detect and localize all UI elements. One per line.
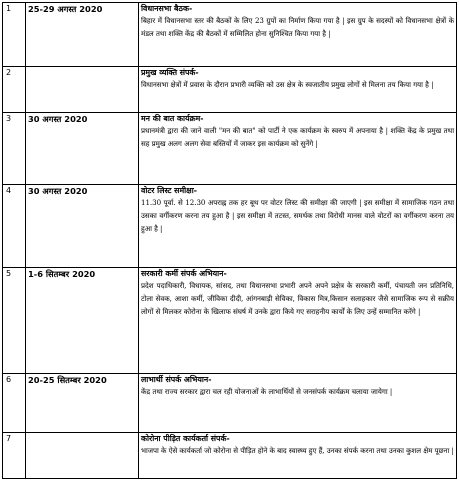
row-title: सरकारी कर्मी संपर्क अभियान-: [141, 269, 227, 278]
table-row: [3, 67, 457, 113]
row-description: प्रधानमंत्री द्वारा की जाने वाली "मन की बात" को पार्टी ने एक कार्यक्रम के स्वरुप में अपनाया है | शक्ति केंद्र के प्रमुख तथा सह प्रमुख अलग अलग सेवा बस्तियों में जाकर इस कार्यक्रम को सुनेंगे |: [141, 126, 454, 148]
row-date: [26, 67, 139, 113]
row-number: 7: [3, 433, 26, 479]
row-title: प्रमुख व्यक्ति संपर्क-: [141, 68, 199, 77]
row-content: [139, 185, 457, 268]
row-date: [26, 433, 139, 479]
row-number: 4: [3, 185, 26, 268]
row-number: 3: [3, 113, 26, 185]
row-number: 6: [3, 374, 26, 433]
row-content: [139, 268, 457, 374]
row-title: कोरोना पीड़ित कार्यकर्ता संपर्क-: [141, 434, 230, 443]
row-title: मन की बात कार्यक्रम-: [141, 114, 204, 123]
row-title: लाभार्थी संपर्क अभियान-: [141, 375, 212, 384]
row-date: 25-29 अगस्त 2020: [26, 3, 139, 67]
row-number: 2: [3, 67, 26, 113]
row-description: भाजपा के ऐसे कार्यकर्ता जो कोरोना से पीड़ित होने के बाद स्वास्थ्य हुए हैं, उनका संपर्क करना तथा उनका कुशल क्षेम पूछना |: [141, 446, 454, 455]
row-content: [139, 374, 457, 433]
row-date: 30 अगस्त 2020: [26, 185, 139, 268]
row-description: 11.30 पूर्वा. से 12.30 अपराह्न तक हर बूथ पर वोटर लिस्ट की समीक्षा की जाएगी | इस समीक्षा में सामाजिक गठन तथा उसका वर्गीकरण करना तय हुआ है | इस समीक्षा में तटस्त, समर्थक तथा विरोधी मानस वाले वोटरों का वर्गीकरण करना तय हुआ है |: [141, 198, 454, 233]
row-date: 30 अगस्त 2020: [26, 113, 139, 185]
row-date: 1-6 सितम्बर 2020: [26, 268, 139, 374]
row-content: [139, 113, 457, 185]
table-body: [3, 3, 457, 479]
row-content: [139, 3, 457, 67]
row-title: वोटर लिस्ट समीक्षा-: [141, 186, 197, 195]
table-row: [3, 433, 457, 479]
row-description: बिहार में विधानसभा स्तर की बैठकों के लिए 23 ग्रुपों का निर्माण किया गया है | इस ग्रुप के सदस्यों को विधानसभा क्षेत्रों के मंडल तथा शक्ति केंद्र की बैठकों में सम्मिलित होना सुनिश्चित किया गया है |: [141, 16, 454, 38]
row-date: 20-25 सितम्बर 2020: [26, 374, 139, 433]
row-description: विधानसभा क्षेत्रों में प्रवास के दौरान प्रभारी व्यक्ति को उस क्षेत्र के स्वजातीय प्रमुख लोगों से मिलना तय किया गया है |: [141, 80, 434, 89]
activity-schedule-table: [2, 2, 457, 479]
row-description: केंद्र तथा राज्य सरकार द्वारा चल रही योजनाओं के लाभार्थियों से जनसंपर्क कार्यक्रम चलाया जायेगा |: [141, 387, 393, 396]
table-row: [3, 185, 457, 268]
table-row: [3, 374, 457, 433]
row-title: विधानसभा बैठक-: [141, 4, 193, 13]
row-description: प्रदेश पदाधिकारी, विधायक, सांसद, तथा विधानसभा प्रभारी अपने अपने प्रक्षेत्र के सरकारी कर्मी, पंचायती जन प्रतिनिधि, टोला सेवक, आशा कर्मी, जीविका दीदी, आंगनबाड़ी सेविका, विकास मित्र,किसान सलाहकार जैसे सामाजिक रूप से सक्रीय लोगों से मिलकर कोरोना के खिलाफ संघर्ष में उनके द्वारा किये गए सराहनीय कार्यों के लिए उन्हें सम्मानित करेंगे |: [141, 281, 454, 316]
table-row: [3, 268, 457, 374]
table-row: [3, 113, 457, 185]
table-row: [3, 3, 457, 67]
row-number: 5: [3, 268, 26, 374]
row-content: [139, 67, 457, 113]
row-content: [139, 433, 457, 479]
row-number: 1: [3, 3, 26, 67]
